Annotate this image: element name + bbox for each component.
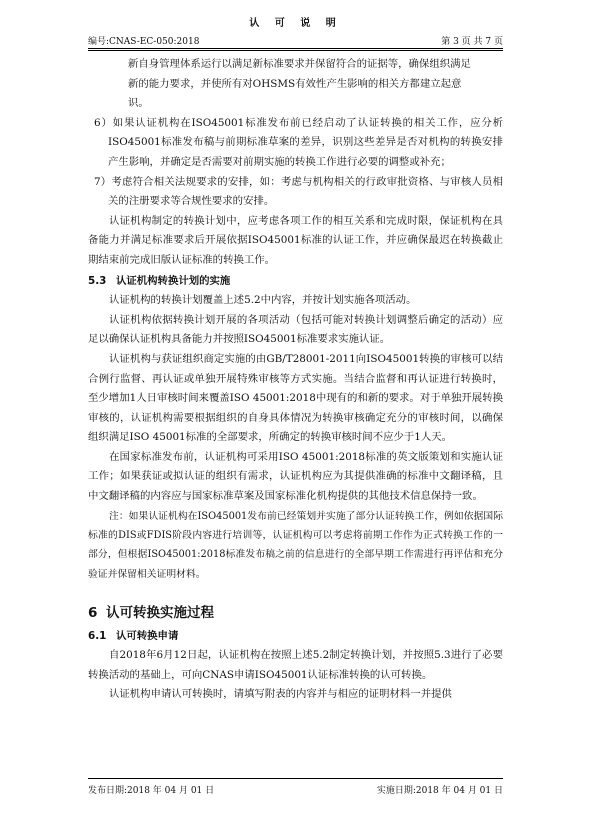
list-item-6: 6）如果认证机构在ISO45001标准发布前已经启动了认证转换的相关工作，应分析ISO45001标准发布稿与前期标准草案的差异，识别这些差异是否对机构的转换安排产生影响，并确定是否需要对前期实施的转换工作进行必要的调整或补充；	[94, 116, 503, 168]
paragraph: 认证机构申请认可转换时，请填写附表的内容并与相应的证明材料一并提供	[109, 688, 452, 701]
footer-rule	[88, 778, 503, 779]
paragraph: 自2018年6月12日起，认证机构在按照上述5.2制定转换计划，并按照5.3进行了必要转换活动的基础上，可向CNAS申请ISO45001认证标准转换的认可转换。	[88, 649, 503, 681]
section-number: 6.1	[88, 630, 107, 643]
issue-date: 发布日期:2018 年 04 月 01 日	[88, 786, 215, 796]
header-rule	[88, 48, 503, 49]
paragraph: 在国家标准发布前，认证机构可采用ISO 45001:2018标准的英文版策划和实施认证工作；如果获证或拟认证的组织有需求，认证机构应为其提供准确的标准中文翻译稿，且中文翻译稿的内容应与国家标准草案及国家标准化机构提供的其他技术信息保持一致。	[88, 450, 503, 503]
section-heading-5-3	[88, 272, 503, 292]
document-title: 认 可 说 明	[249, 18, 342, 29]
document-body	[88, 55, 503, 705]
section-number: 5.3	[88, 274, 107, 287]
continued-line: 识。	[128, 97, 149, 110]
section-heading-6	[88, 602, 503, 624]
note-paragraph: 注：如果认证机构在ISO45001发布前已经策划并实施了部分认证转换工作，例如依据国际标准的DIS或FDIS阶段内容进行培训等，认证机构可以考虑将前期工作作为正式转换工作的一部分，但根据ISO45001:2018标准发布稿之前的信息进行的全部早期工作需进行再评估和充分验证并保留相关证明材料。	[88, 510, 503, 580]
doc-number: 编号:CNAS-EC-050:2018	[88, 37, 200, 47]
section-title: 认可转换申请	[116, 630, 179, 643]
section-title: 认证机构转换计划的实施	[116, 274, 231, 287]
paragraph: 认证机构的转换计划覆盖上述5.2中内容，并按计划实施各项活动。	[109, 294, 417, 307]
page-info: 第 3 页 共 7 页	[441, 37, 503, 47]
list-item-7: 7）考虑符合相关法规要求的安排，如：考虑与机构相关的行政审批资格、与审核人员相关的注册要求等合规性要求的安排。	[94, 175, 503, 208]
section-heading-6-1	[88, 626, 503, 646]
header-row	[88, 34, 503, 47]
header-rule-thin	[88, 50, 503, 51]
paragraph: 认证机构依据转换计划开展的各项活动（包括可能对转换计划调整后确定的活动）应足以确保认证机构具备能力并按照ISO45001标准要求实施认证。	[88, 313, 503, 346]
paragraph: 认证机构制定的转换计划中，应考虑各项工作的相互关系和完成时限，保证机构在具备能力并满足标准要求后开展依据ISO45001标准的认证工作，并应确保最迟在转换截止期结束前完成旧版认证标准的转换工作。	[88, 214, 503, 266]
section-title: 认可转换实施过程	[106, 605, 214, 622]
continued-line: 新的能力要求，并使所有对OHSMS有效性产生影响的相关方都建立起意	[128, 77, 462, 90]
section-number: 6	[88, 605, 98, 622]
continued-line: 新自身管理体系运行以满足新标准要求并保留符合的证据等，确保组织满足	[128, 58, 471, 70]
footer-row	[88, 783, 503, 796]
paragraph: 认证机构与获证组织商定实施的由GB/T28001-2011向ISO45001转换的审核可以结合例行监督、再认证或单独开展特殊审核等方式实施。当结合监督和再认证进行转换时，至少增加1人日审核时间来覆盖ISO 45001:2018中现有的和新的要求。对于单独开展转换审核的，认证机构需要根据组织的自身具体情况为转换审核确定充分的审核时间，以确保组织满足ISO 45001标准的全部要求，所确定的转换审核时间不应少于1人天。	[88, 352, 503, 444]
effective-date: 实施日期:2018 年 04 月 01 日	[376, 786, 503, 796]
